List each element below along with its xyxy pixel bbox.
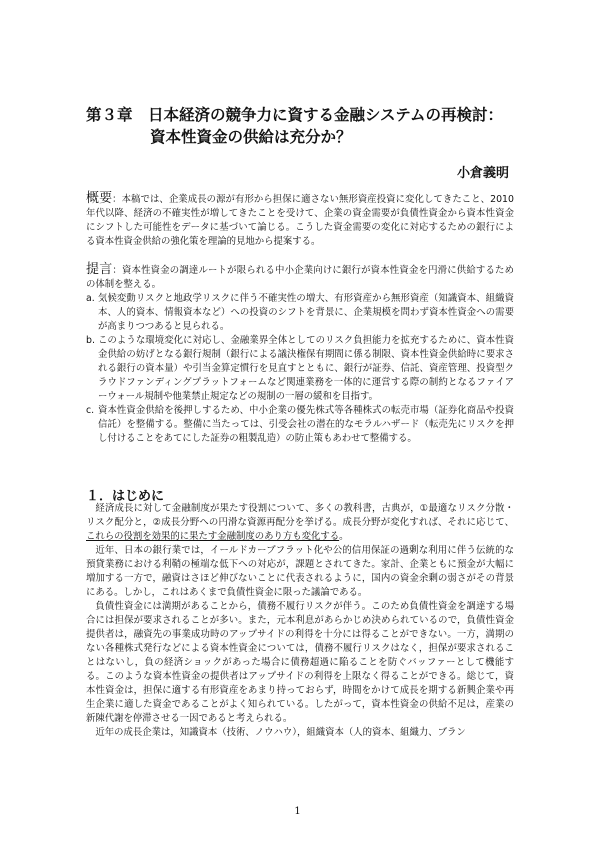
paragraph-text: 経済成長に対して金融制度が果たす役割について、多くの教科書，古典が，①最適なリスク分散・リスク配分と，②成長分野への円滑な資源再配分を挙げる。成長分野が変化すれば、それに応じて、 [86, 503, 514, 528]
author-name: 小倉義明 [456, 166, 509, 181]
chapter-title [86, 104, 526, 148]
proposal-item-text: このような環境変化に対応し、金融業界全体としてのリスク負担能力を拡充するために、資本性資金供給の妨げとなる銀行規制（銀行による議決権保有期間に係る制限、資本性資金供給時に要求される銀行の資本量）や引当金算定慣行を見直すとともに、銀行が証券、信託、資産管理、投資型クラウドファンディングプラットフォームなど関連業務を一体的に運営する際の制約となるファイアーウォール規制や他業禁止規定などの規制の一層の緩和を目指す。 [98, 335, 514, 402]
abstract-text: ：本稿では、企業成長の源が有形から担保に適さない無形資産投資に変化してきたこと、2010 年代以降、経済の不確実性が増してきたことを受けて、企業の資金需要が負債性資金から資本性資金にシフトした可能性をデータに基づいて論じる。こうした資金需要の変化に対応するための銀行による資本性資金供給の強化策を理論的見地から提案する。 [86, 194, 514, 247]
proposal-item-marker: c. [86, 405, 95, 416]
paragraph-text: 。 [339, 531, 349, 542]
proposal-item-text: 気候変動リスクと地政学リスクに伴う不確実性の増大、有形資産から無形資産（知識資本、組織資本、人的資本、情報資本など）への投資のシフトを背景に、企業規模を問わず資本性資金への需要が高まりつつあると見られる。 [98, 293, 514, 332]
paragraph: 近年の成長企業は，知識資本（技術、ノウハウ），組織資本（人的資本、組織力、ブラン [95, 727, 466, 738]
section-heading: １．はじめに [86, 489, 165, 504]
proposal-text: ：資本性資金の調達ルートが限られる中小企業向けに銀行が資本性資金を円滑に供給するための体制を整える。 [86, 265, 514, 290]
proposal-item-marker: b. [86, 335, 95, 346]
abstract-label: 概要 [86, 191, 113, 206]
proposal-item-text: 資本性資金供給を後押しするため、中小企業の優先株式等各種株式の転売市場（証券化商品や投資信託）を整備する。整備に当たっては、引受会社の潜在的なモラルハザード（転売先にリスクを押し付けることをあてにした証券の粗製乱造）の防止策もあわせて整備する。 [98, 405, 514, 444]
proposal-item [86, 404, 514, 446]
paragraph [86, 502, 514, 544]
proposal-item [86, 292, 514, 334]
chapter-title-line1: 第３章 日本経済の競争力に資する金融システムの再検討： [86, 106, 503, 124]
abstract-block [86, 192, 514, 249]
proposal-item-marker: a. [86, 293, 95, 304]
page-number: 1 [294, 806, 301, 817]
paragraph: 負債性資金には満期があることから，債務不履行リスクが伴う。このため負債性資金を調達する場合には担保が要求されることが多い。また，元本利息があらかじめ決められているので，負債性資金提供者は，融資先の事業成功時のアップサイドの利得を十分には得ることができない。一方，満期のない各種株式発行などによる資本性資金については，債務不履行リスクはなく，担保が要求されることはないし，負の経済ショックがあった場合に債務超過に陥ることを防ぐバッファーとして機能する。このような資本性資金の提供者はアップサイドの利得を上限なく得ることができる。総じて，資本性資金は，担保に適する有形資産をあまり持っておらず，時間をかけて成長を期する新興企業や再生企業に適した資金であることがよく知られている。したがって，資本性資金の供給不足は，産業の新陳代謝を停滞させる一因であると考えられる。 [86, 601, 514, 724]
underlined-text: これらの役割を効果的に果たす金融制度のあり方も変化する [86, 531, 340, 542]
section-body [86, 502, 514, 740]
proposal-item [86, 334, 514, 404]
proposal-block [86, 263, 514, 446]
chapter-title-line2: 資本性資金の供給は充分か？ [150, 128, 352, 146]
paragraph: 近年、日本の銀行業では，イールドカーブフラット化や公的信用保証の過剰な利用に伴う伝統的な預貸業務における利鞘の極端な低下への対応が，課題とされてきた。家計、企業ともに預金が大幅に増加する一方で，融資はさほど伸びないことに代表されるように，国内の資金余剰の弱さがその背景にある。しかし，これはあくまで負債性資金に限った議論である。 [86, 545, 514, 598]
proposal-label: 提言 [86, 262, 113, 277]
proposal-list [86, 292, 514, 446]
